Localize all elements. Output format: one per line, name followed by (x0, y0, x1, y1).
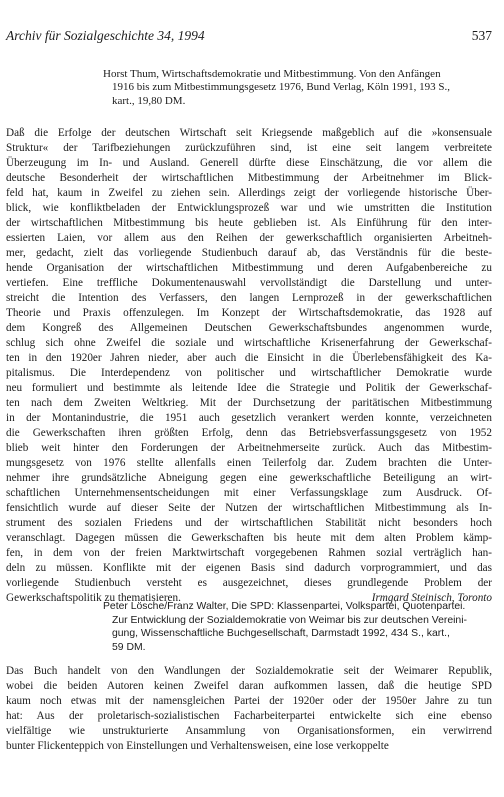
body-text-line: bunter Flickenteppich von Einstellungen und Verhaltensweisen, eine lose verkoppelte (6, 740, 389, 752)
citation-line: gung, Wissenschaftliche Buchgesellschaft, Darmstadt 1992, 434 S., kart., (112, 628, 450, 640)
citation-line: Peter Lösche/Franz Walter, Die SPD: Klassenpartei, Volkspartei, Quotenpartei. (103, 601, 466, 612)
body-text-line: Gewerkschaftspolitik zu thematisieren. (6, 592, 181, 604)
review-2-citation (103, 600, 492, 654)
review-2-body (6, 664, 492, 754)
citation-line: Horst Thum, Wirtschaftsdemokratie und Mitbestimmung. Von den Anfängen (103, 68, 441, 80)
body-text-line: Überzeugung im In- und Ausland. Generell dürfte diese Einschätzung, die vor allem die (6, 157, 492, 169)
body-text-line: essierten Laien, vor allem aus den Reihen der gewerkschaftlich organisierten Arbeitneh- (6, 232, 492, 244)
body-text-line: vielfältige wie unstrukturierte Ansammlung von Organisationsformen, ein verwirrend (6, 725, 492, 737)
body-text-line: nehmer ihre grundsätzliche Abneigung gegen eine gewerkschaftliche Beteiligung an wirt- (6, 472, 492, 484)
citation-line: kart., 19,80 DM. (112, 94, 186, 107)
body-text-line: dem Kongreß des Allgemeinen Deutschen Gewerkschaftsbundes angenommen wurde, (6, 322, 492, 334)
body-text-line: der wirtschaftlichen Mitbestimmung bis heute geblieben ist. Als Einführung für den inter- (6, 217, 492, 229)
body-text-line: Das Buch handelt von den Wandlungen der Sozialdemokratie seit der Weimarer Republik, (6, 665, 492, 677)
body-text-line: streicht die Intention des Verfassers, den langen Lernprozeß in der gewerkschaftlichen (6, 292, 492, 304)
citation-line: Zur Entwicklung der Sozialdemokratie von Weimar bis zur deutschen Vereini- (112, 614, 467, 626)
review-1-citation (103, 68, 492, 108)
review-1-body (6, 126, 492, 606)
body-text-line: ten nach dem Zweiten Weltkrieg. Mit der Durchsetzung der paritätischen Mitbestimmung (6, 397, 492, 409)
body-text-line: mer, gedacht, zielt das vorliegende Studienbuch darauf ab, das Verständnis für die beste- (6, 247, 492, 259)
body-text-line: in der Montanindustrie, die 1951 auch gesetzlich verankert werden konnte, verzeichneten (6, 412, 492, 424)
body-text-line: veranschlagt. Dagegen müssen die Gewerkschaften bis heute mit dem alten Problem kämp- (6, 532, 492, 544)
page-header (6, 28, 492, 44)
body-text-line: Theorie und Praxis offenzulegen. Im Konzept der Wirtschaftsdemokratie, das 1928 auf (6, 307, 492, 319)
reviewer-signature: Irmgard Steinisch, Toronto (371, 592, 492, 604)
body-text-line: ten in den 1920er Jahren nieder, aber auch die Einsicht in die Überlebensfähigkeit des Ka- (6, 352, 492, 364)
body-text-line: Struktur« der Tarifbeziehungen zurückzuführen sind, ist eine seit langem verbreitete (6, 142, 492, 154)
body-text-line: schlug sich ohne Zweifel die soziale und wirtschaftliche Krisenerfahrung der Gewerkschaf- (6, 337, 492, 349)
body-text-line: Daß die Erfolge der deutschen Wirtschaft seit Kriegsende maßgeblich auf die »konsensuale (6, 127, 492, 139)
body-text-line: mungsgesetz von 1976 stellte allenfalls einen Teilerfolg dar. Zudem brachten die Unter- (6, 457, 492, 469)
body-text-line: neu formuliert und bestimmte als leitende Idee die Strategie und Politik der Gewerkschaf- (6, 382, 492, 394)
body-text-line: blieb weit hinter den Forderungen der Arbeitnehmerseite zurück. Auch das Mitbestim- (6, 442, 492, 454)
body-text-line: deln zu müssen. Konflikte mit der eigenen Basis sind dadurch vorprogrammiert, und das (6, 562, 492, 574)
page-number: 537 (471, 28, 492, 43)
journal-title: Archiv für Sozialgeschichte 34, 1994 (6, 28, 205, 43)
body-text-line: schaftlichen Unternehmensentscheidungen mit einer Verfassungsklage zum Ausdruck. Of- (6, 487, 492, 499)
body-text-line: pitalismus. Die Interdependenz von politischer und wirtschaftlicher Demokratie wurde (6, 367, 492, 379)
body-text-line: wobei die beiden Autoren keinen Zweifel daran aufkommen lassen, daß die heutige SPD (6, 680, 492, 692)
body-text-line: strument des sozialen Friedens und der wirtschaftlichen Stabilität nicht besonders hoch (6, 517, 492, 529)
body-text-line: fensichtlich wurde auf dieser Seite der Nutzen der wirtschaftlichen Mitbestimmung als In- (6, 502, 492, 514)
citation-line: 59 DM. (112, 641, 146, 653)
body-text-line: hende Organisation der wirtschaftlichen Mitbestimmung und deren Aufgabenbereiche zu (6, 262, 492, 274)
body-text-line: hat: Aus der proletarisch-sozialistischen Facharbeiterpartei entwickelte sich eine ebenso (6, 710, 492, 722)
body-text-line: blick, wie konfliktbeladen der Entwicklungsprozeß war und wie umstritten die Institution (6, 202, 492, 214)
body-text-line: vorliegende Studienbuch versteht es ausgezeichnet, dieses grundlegende Problem der (6, 577, 492, 589)
body-text-line: kaum noch etwas mit der namensgleichen Partei der 1920er oder der 1950er Jahre zu tun (6, 695, 492, 707)
body-text-line: vertiefen. Eine treffliche Dokumentenauswahl vervollständigt die Darstellung und unter- (6, 277, 492, 289)
body-text-line: fen, in dem von der freien Marktwirtschaft vorgegebenen Rahmen sozial verträglich han- (6, 547, 492, 559)
body-text-line: deutsche Besonderheit der wirtschaftlichen Mitbestimmung der Arbeitnehmer im Blick- (6, 172, 492, 184)
body-text-line: die Gewerkschaften ihren größten Erfolg, denn das Betriebsverfassungsgesetz von 1952 (6, 427, 492, 439)
citation-line: 1916 bis zum Mitbestimmungsgesetz 1976, Bund Verlag, Köln 1991, 193 S., (112, 81, 451, 94)
body-text-line: feld hat, kaum in Zweifel zu ziehen sein. Allerdings zeigt der vorliegende historische Über- (6, 187, 492, 199)
